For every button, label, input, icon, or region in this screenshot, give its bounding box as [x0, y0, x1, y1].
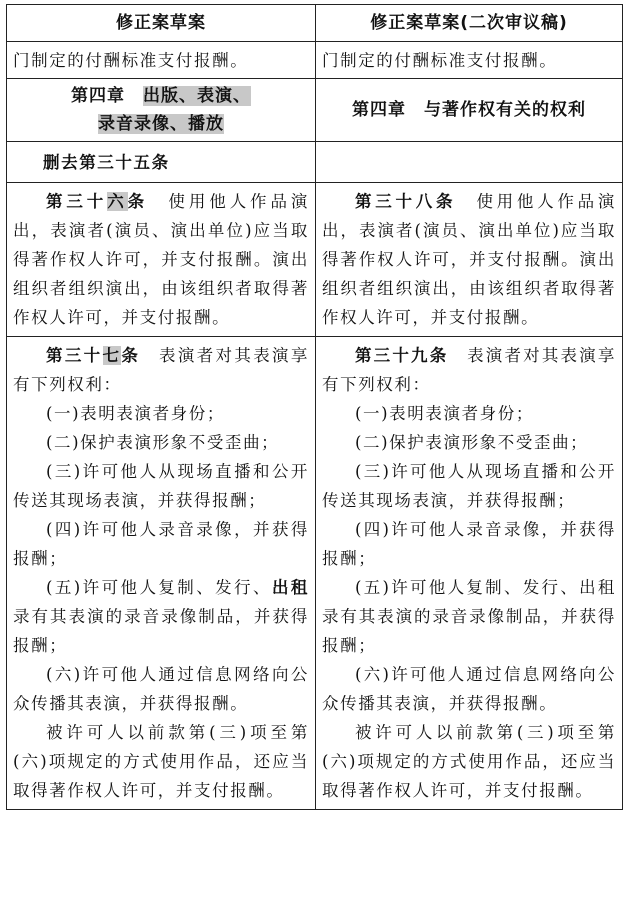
article-38-right-number: 第三十八条	[355, 192, 457, 211]
article-36-left-text: 使用他人作品演出，表演者(演员、演出单位)应当取得著作权人许可，并支付报酬。演出组织者组织演出，由该组织者取得著作权人许可，并支付报酬。	[13, 192, 309, 327]
list-item: (三)许可他人从现场直播和公开传送其现场表演，并获得报酬；	[322, 462, 616, 510]
chapter-left-title-part2: 录音录像、播放	[98, 114, 224, 134]
table-header-row	[7, 5, 623, 42]
chapter-left-title-part1: 出版、表演、	[143, 86, 251, 106]
tail-text-left: 门制定的付酬标准支付报酬。	[13, 50, 249, 70]
cell-tail-left	[7, 42, 316, 79]
list-item: (一)表明表演者身份；	[355, 404, 534, 423]
deleted-article-row	[7, 142, 623, 183]
chapter-row	[7, 79, 623, 142]
list-item: (六)许可他人通过信息网络向公众传播其表演，并获得报酬。	[322, 665, 616, 713]
article-39-right-tail: 被许可人以前款第(三)项至第(六)项规定的方式使用作品，还应当取得著作权人许可，并支付报酬。	[322, 723, 616, 800]
article-36-row	[7, 183, 623, 337]
chapter-heading-right: 第四章 与著作权有关的权利	[316, 79, 623, 142]
comparison-document	[6, 4, 622, 810]
list-item: (四)许可他人录音录像，并获得报酬；	[13, 520, 309, 568]
cell-tail-right	[316, 42, 623, 79]
article-36-left-paragraph	[13, 187, 309, 332]
list-item: (二)保护表演形象不受歪曲；	[355, 433, 589, 452]
article-37-left-intro: 第三十七条 表演者对其表演享有下列权利：	[13, 346, 309, 394]
article-37-left-number: 第三十七条	[46, 346, 141, 365]
article-37-left	[7, 337, 316, 810]
article-38-right-paragraph	[322, 187, 616, 332]
list-item: (五)许可他人复制、发行、出租录有其表演的录音录像制品，并获得报酬；	[13, 578, 309, 655]
list-item: (六)许可他人通过信息网络向公众传播其表演，并获得报酬。	[13, 665, 309, 713]
inserted-word-rent: 出租	[271, 578, 309, 597]
chapter-left-line2	[13, 110, 309, 138]
deleted-article-note: 删去第三十五条	[7, 142, 316, 183]
article-39-right-number: 第三十九条	[355, 346, 449, 365]
list-item: (四)许可他人录音录像，并获得报酬；	[322, 520, 616, 568]
chapter-left-line1	[13, 82, 309, 110]
header-second-draft: 修正案草案(二次审议稿)	[316, 5, 623, 42]
tail-text-right: 门制定的付酬标准支付报酬。	[322, 50, 558, 70]
chapter-heading-left	[7, 79, 316, 142]
header-draft: 修正案草案	[7, 5, 316, 42]
article-37-left-tail: 被许可人以前款第(三)项至第(六)项规定的方式使用作品，还应当取得著作权人许可，并支付报酬。	[13, 723, 309, 800]
list-item: (五)许可他人复制、发行、出租录有其表演的录音录像制品，并获得报酬；	[322, 578, 616, 655]
comparison-table	[6, 4, 623, 810]
article-38-right	[316, 183, 623, 337]
article-38-right-text: 使用他人作品演出，表演者(演员、演出单位)应当取得著作权人许可，并支付报酬。演出组织者组织演出，由该组织者取得著作权人许可，并支付报酬。	[322, 192, 616, 327]
list-item: (一)表明表演者身份；	[46, 404, 225, 423]
table-row	[7, 42, 623, 79]
list-item: (三)许可他人从现场直播和公开传送其现场表演，并获得报酬；	[13, 462, 309, 510]
article-39-right	[316, 337, 623, 810]
chapter-left-number: 第四章	[71, 86, 143, 106]
deleted-article-right-empty	[316, 142, 623, 183]
list-item: (二)保护表演形象不受歪曲；	[46, 433, 280, 452]
article-36-left	[7, 183, 316, 337]
article-36-left-number: 第三十六条	[46, 192, 149, 211]
article-37-row	[7, 337, 623, 810]
article-39-right-intro: 第三十九条 表演者对其表演享有下列权利：	[322, 346, 616, 394]
